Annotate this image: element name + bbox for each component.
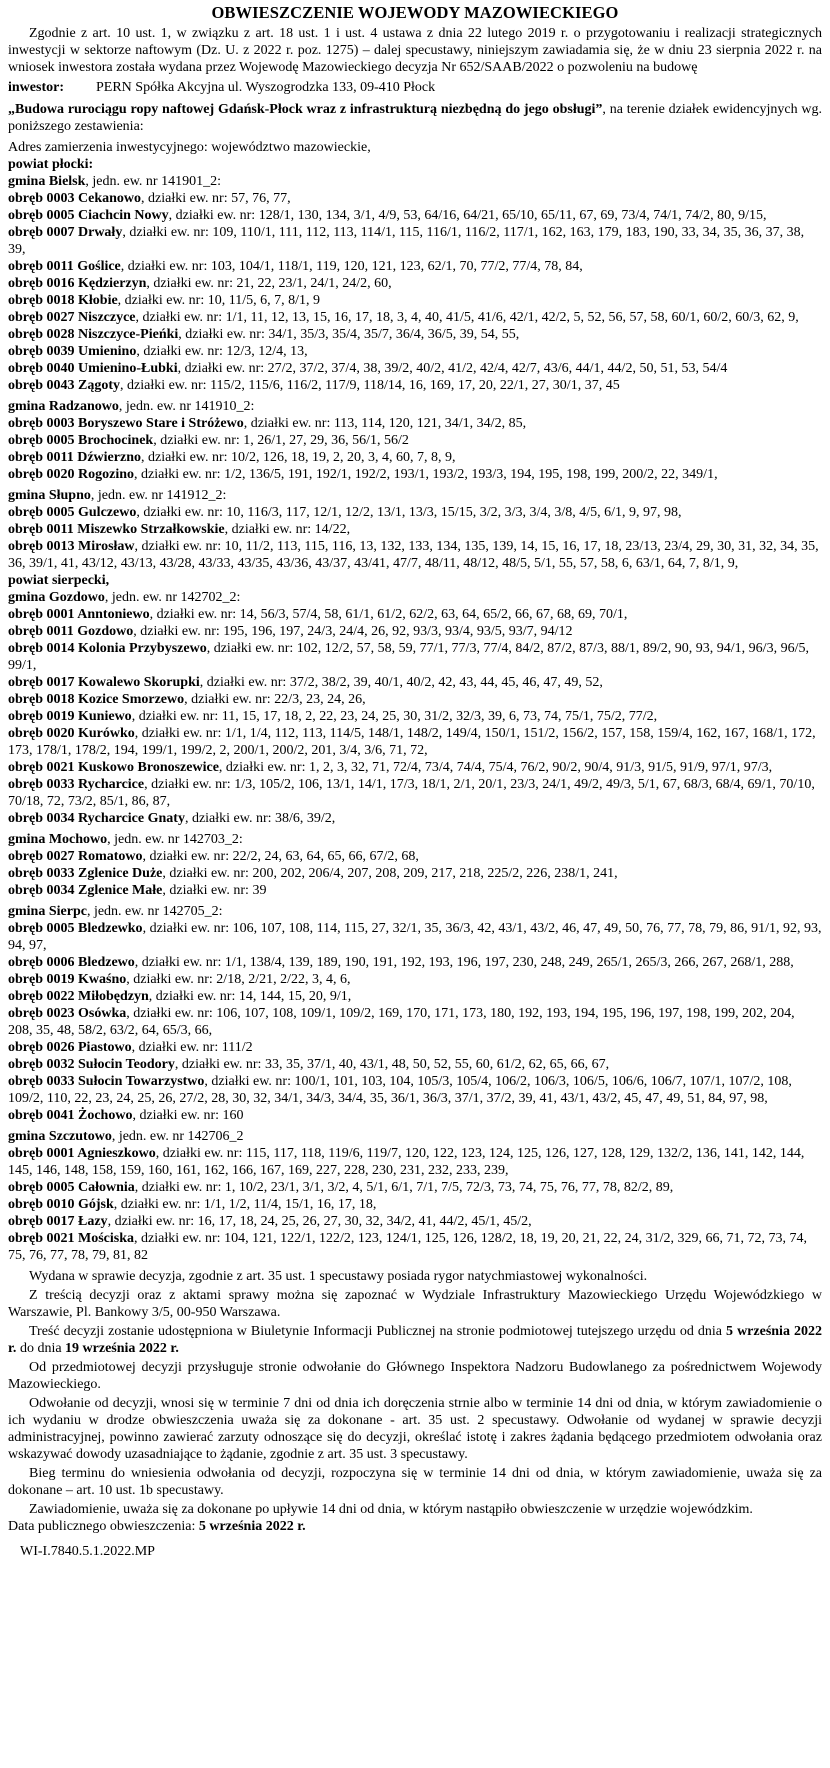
obreb-plots: , działki ew. nr: 195, 196, 197, 24/3, 24/4, 26, 92, 93/3, 93/4, 93/5, 93/7, 94/12 bbox=[133, 624, 573, 639]
closing-section bbox=[8, 1268, 822, 1535]
obreb-entry bbox=[8, 1179, 822, 1196]
obreb-entry bbox=[8, 224, 822, 258]
obreb-plots: , działki ew. nr: 115, 117, 118, 119/6, 119/7, 120, 122, 123, 124, 125, 126, 127, 128, 129, 132/2, 136, 141, 142, 144, 145, 146, 148, 158, 159, 160, 161, 162, 166, 167, 169, 227, 228, 230, 231, 232, 233, 239, bbox=[8, 1146, 805, 1178]
obreb-name: obręb 0001 Agnieszkowo bbox=[8, 1146, 156, 1161]
obreb-name: obręb 0005 Całownia bbox=[8, 1180, 135, 1195]
gmina-heading bbox=[8, 1128, 822, 1145]
gmina-heading bbox=[8, 398, 822, 415]
notice-title: OBWIESZCZENIE WOJEWODY MAZOWIECKIEGO bbox=[211, 3, 619, 22]
intro-paragraph: Zgodnie z art. 10 ust. 1, w związku z art. 18 ust. 1 i ust. 4 ustawa z dnia 22 lutego 2019 r. o przygotowaniu i realizacji strategicznych inwestycji w sektorze naftowym (Dz. U. z 2022 r. poz. 1275) – dalej specustawy, niniejszym zawiadamia się, że w dniu 23 sierpnia 2022 r. na wniosek inwestora została wydana przez Wojewodę Mazowieckiego decyzja Nr 652/SAAB/2022 o pozwoleniu na budowę bbox=[8, 26, 822, 75]
gmina-id: , jedn. ew. nr 141910_2: bbox=[118, 399, 255, 414]
obreb-name: obręb 0041 Żochowo bbox=[8, 1108, 133, 1123]
obreb-entry bbox=[8, 415, 822, 432]
obreb-entry bbox=[8, 275, 822, 292]
gmina-id: , jedn. ew. nr 141901_2: bbox=[85, 174, 221, 189]
obreb-name: obręb 0033 Rycharcice bbox=[8, 777, 145, 792]
obreb-name: obręb 0026 Piastowo bbox=[8, 1040, 132, 1055]
obreb-entry bbox=[8, 623, 822, 640]
reference-number: WI-I.7840.5.1.2022.MP bbox=[20, 1544, 155, 1559]
obreb-name: obręb 0011 Miszewko Strzałkowskie bbox=[8, 522, 225, 537]
gmina-id: , jedn. ew. nr 141912_2: bbox=[90, 488, 227, 503]
obreb-entry bbox=[8, 1107, 822, 1124]
obreb-name: obręb 0039 Umienino bbox=[8, 344, 137, 359]
obreb-name: obręb 0017 Kowalewo Skorupki bbox=[8, 675, 200, 690]
obreb-plots: , działki ew. nr: 103, 104/1, 118/1, 119, 120, 121, 123, 62/1, 70, 77/2, 77/4, 78, 84, bbox=[120, 259, 583, 274]
obreb-entry bbox=[8, 1196, 822, 1213]
gmina-name: gmina Mochowo bbox=[8, 832, 108, 847]
obreb-entry bbox=[8, 1145, 822, 1179]
obreb-entry bbox=[8, 190, 822, 207]
powiat-heading: powiat płocki: bbox=[8, 157, 94, 172]
gmina-heading bbox=[8, 831, 822, 848]
obreb-name: obręb 0023 Osówka bbox=[8, 1006, 127, 1021]
obreb-name: obręb 0005 Ciachcin Nowy bbox=[8, 208, 169, 223]
obreb-entry bbox=[8, 504, 822, 521]
obreb-entry bbox=[8, 865, 822, 882]
obreb-name: obręb 0011 Gozdowo bbox=[8, 624, 134, 639]
obreb-plots: , działki ew. nr: 1, 10/2, 23/1, 3/1, 3/2, 4, 5/1, 6/1, 7/1, 7/5, 72/3, 73, 74, 75, 76, 77, 78, 82/2, 89, bbox=[134, 1180, 674, 1195]
obreb-plots: , działki ew. nr: 111/2 bbox=[131, 1040, 253, 1055]
obreb-name: obręb 0014 Kolonia Przybyszewo bbox=[8, 641, 207, 656]
closing-p5: Odwołanie od decyzji, wnosi się w terminie 7 dni od dnia ich doręczenia strnie albo w terminie 14 dni od dnia, w którym zawiadomienie o ich wydaniu w drodze obwieszczenia uważa się za dokonane - art. 35 ust. 2 specustawy. Odwołanie od wydanej w sprawie decyzji administracyjnej, powinno zawierać zarzuty odnoszące się do decyzji, określać istotę i zakres żądania będącego przedmiotem odwołania oraz wskazywać dowody uzasadniające to żądanie, zgodnie z art. 35 ust. 3 specustawy. bbox=[8, 1396, 822, 1462]
obreb-entry bbox=[8, 1073, 822, 1107]
obreb-entry bbox=[8, 954, 822, 971]
project-name: „Budowa rurociągu ropy naftowej Gdańsk-Płock wraz z infrastrukturą niezbędną do jego obsługi” bbox=[8, 102, 603, 117]
obreb-entry bbox=[8, 882, 822, 899]
obreb-name: obręb 0022 Miłobędzyn bbox=[8, 989, 149, 1004]
project-rest: , na terenie działek ewidencyjnych wg. poniższego zestawienia: bbox=[8, 102, 822, 134]
obreb-name: obręb 0007 Drwały bbox=[8, 225, 123, 240]
obreb-plots: , działki ew. nr: 34/1, 35/3, 35/4, 35/7, 36/4, 36/5, 39, 54, 55, bbox=[178, 327, 520, 342]
obreb-plots: , działki ew. nr: 12/3, 12/4, 13, bbox=[136, 344, 308, 359]
closing-p7: Zawiadomienie, uważa się za dokonane po upływie 14 dni od dnia, w którym nastąpiło obwieszczenie w urzędzie wojewódzkim. bbox=[29, 1502, 753, 1517]
obreb-name: obręb 0006 Bledzewo bbox=[8, 955, 135, 970]
obreb-name: obręb 0027 Niszczyce bbox=[8, 310, 136, 325]
closing-p2: Z treścią decyzji oraz z aktami sprawy można się zapoznać w Wydziale Infrastruktury Mazowieckiego Urzędu Wojewódzkiego w Warszawie, Pl. Bankowy 3/5, 00-950 Warszawa. bbox=[8, 1288, 822, 1320]
obreb-name: obręb 0040 Umienino-Łubki bbox=[8, 361, 178, 376]
obreb-name: obręb 0019 Kwaśno bbox=[8, 972, 127, 987]
obreb-name: obręb 0005 Brochocinek bbox=[8, 433, 154, 448]
obreb-entry bbox=[8, 309, 822, 326]
gmina-name: gmina Słupno bbox=[8, 488, 91, 503]
obreb-name: obręb 0033 Zglenice Duże bbox=[8, 866, 163, 881]
obreb-entry bbox=[8, 377, 822, 394]
obreb-name: obręb 0020 Rogozino bbox=[8, 467, 134, 482]
gmina-id: , jedn. ew. nr 142702_2: bbox=[104, 590, 241, 605]
obreb-entry bbox=[8, 1056, 822, 1073]
obreb-plots: , działki ew. nr: 1/1, 1/2, 11/4, 15/1, 16, 17, 18, bbox=[113, 1197, 377, 1212]
obreb-name: obręb 0011 Dźwierzno bbox=[8, 450, 141, 465]
obreb-entry bbox=[8, 810, 822, 827]
obreb-plots: , działki ew. nr: 104, 121, 122/1, 122/2, 123, 124/1, 125, 126, 128/2, 18, 19, 20, 21, 22, 24, 31/2, 329, 66, 71, 72, 73, 74, 75, 76, 77, 78, 79, 81, 82 bbox=[8, 1231, 808, 1263]
obreb-name: obręb 0005 Gulczewo bbox=[8, 505, 137, 520]
obreb-plots: , działki ew. nr: 1/3, 105/2, 106, 13/1, 14/1, 17/3, 18/1, 2/1, 20/1, 23/3, 24/1, 49/2, 49/3, 5/1, 67, 68/3, 68/4, 69/1, 70/10, 70/18, 72, 73/2, 85/1, 86, 87, bbox=[8, 777, 815, 809]
publication-date-label: Data publicznego obwieszczenia: bbox=[8, 1519, 199, 1534]
obreb-plots: , działki ew. nr: 1/1, 138/4, 139, 189, 190, 191, 192, 193, 196, 197, 230, 248, 249, 265/1, 265/3, 266, 267, 268/1, 288, bbox=[134, 955, 794, 970]
obreb-plots: , działki ew. nr: 57, 76, 77, bbox=[141, 191, 291, 206]
obreb-plots: , działki ew. nr: 113, 114, 120, 121, 34/1, 34/2, 85, bbox=[243, 416, 527, 431]
obreb-plots: , działki ew. nr: 200, 202, 206/4, 207, 208, 209, 217, 218, 225/2, 226, 238/1, 241, bbox=[162, 866, 618, 881]
gmina-name: gmina Bielsk bbox=[8, 174, 86, 189]
obreb-entry bbox=[8, 708, 822, 725]
obreb-plots: , działki ew. nr: 106, 107, 108, 109/1, 109/2, 169, 170, 171, 173, 180, 192, 193, 194, 195, 196, 197, 198, 199, 202, 204, 208, 35, 48, 58/2, 63/2, 64, 65/3, 66, bbox=[8, 1006, 795, 1038]
obreb-plots: , działki ew. nr: 160 bbox=[132, 1108, 244, 1123]
obreb-entry bbox=[8, 640, 822, 674]
obreb-entry bbox=[8, 674, 822, 691]
obreb-plots: , działki ew. nr: 38/6, 39/2, bbox=[184, 811, 336, 826]
obreb-entry bbox=[8, 971, 822, 988]
obreb-name: obręb 0003 Boryszewo Stare i Stróżewo bbox=[8, 416, 244, 431]
obreb-entry bbox=[8, 1005, 822, 1039]
obreb-plots: , działki ew. nr: 1/2, 136/5, 191, 192/1, 192/2, 193/1, 193/2, 193/3, 194, 195, 198, 199, 200/2, 22, 349/1, bbox=[134, 467, 718, 482]
obreb-plots: , działki ew. nr: 10, 116/3, 117, 12/1, 12/2, 13/1, 13/3, 15/15, 3/2, 3/3, 3/4, 3/8, 4/5, 6/1, 9, 97, 98, bbox=[136, 505, 682, 520]
obreb-name: obręb 0033 Sułocin Towarzystwo bbox=[8, 1074, 205, 1089]
obreb-plots: , działki ew. nr: 2/18, 2/21, 2/22, 3, 4, 6, bbox=[126, 972, 351, 987]
obreb-name: obręb 0003 Cekanowo bbox=[8, 191, 142, 206]
obreb-plots: , działki ew. nr: 10, 11/2, 113, 115, 116, 13, 132, 133, 134, 135, 139, 14, 15, 16, 17, 18, 23/13, 23/4, 29, 30, 31, 32, 34, 35, 36, 39/1, 41, 43/12, 43/13, 43/28, 43/33, 43/35, 43/36, 43/37, 43/41, 47/7, 48/11, 48/12, 48/5, 5/1, 55, 57, 58, 6, 63/1, 64, 7, 8/1, 9, bbox=[8, 539, 819, 571]
investor-label: inwestor: bbox=[8, 80, 64, 95]
obreb-entry bbox=[8, 920, 822, 954]
obreb-plots: , działki ew. nr: 27/2, 37/2, 37/4, 38, 39/2, 40/2, 41/2, 42/4, 42/7, 43/6, 44/1, 44/2, 50, 51, 53, 54/4 bbox=[177, 361, 728, 376]
obreb-name: obręb 0032 Sułocin Teodory bbox=[8, 1057, 175, 1072]
obreb-name: obręb 0005 Bledzewko bbox=[8, 921, 143, 936]
obreb-entry bbox=[8, 988, 822, 1005]
closing-p3-text: Treść decyzji zostanie udostępniona w Biuletynie Informacji Publicznej na stronie podmiotowej tutejszego urzędu od dnia bbox=[29, 1324, 727, 1339]
obreb-name: obręb 0013 Mirosław bbox=[8, 539, 135, 554]
gmina-heading bbox=[8, 589, 822, 606]
obreb-entry bbox=[8, 725, 822, 759]
obreb-entry bbox=[8, 449, 822, 466]
investor-line bbox=[8, 79, 822, 96]
closing-p3-date-from: 5 września 2022 r. bbox=[8, 1324, 822, 1356]
obreb-plots: , działki ew. nr: 1/1, 1/4, 112, 113, 114/5, 148/1, 148/2, 149/4, 150/1, 151/2, 156/2, 157, 158, 159/4, 162, 167, 168/1, 172, 173, 178/1, 178/2, 194, 199/1, 199/2, 2, 200/1, 200/2, 201, 3/4, 3/6, 71, 72, bbox=[8, 726, 816, 758]
obreb-plots: , działki ew. nr: 11, 15, 17, 18, 2, 22, 23, 24, 25, 30, 31/2, 32/3, 39, 6, 73, 74, 75/1, 75/2, 77/2, bbox=[131, 709, 658, 724]
obreb-name: obręb 0034 Zglenice Małe bbox=[8, 883, 163, 898]
plot-list bbox=[8, 156, 822, 1264]
obreb-entry bbox=[8, 258, 822, 275]
obreb-entry bbox=[8, 292, 822, 309]
gmina-heading bbox=[8, 173, 822, 190]
obreb-entry bbox=[8, 360, 822, 377]
investor-value: PERN Spółka Akcyjna ul. Wyszogrodzka 133, 09-410 Płock bbox=[96, 80, 436, 95]
publication-date: 5 września 2022 r. bbox=[198, 1519, 306, 1534]
obreb-plots: , działki ew. nr: 106, 107, 108, 114, 115, 27, 32/1, 35, 36/3, 42, 43/1, 43/2, 46, 47, 49, 50, 76, 77, 78, 79, 86, 91/1, 92, 93, 94, 97, bbox=[8, 921, 822, 953]
obreb-name: obręb 0020 Kurówko bbox=[8, 726, 135, 741]
obreb-name: obręb 0021 Kuskowo Bronoszewice bbox=[8, 760, 219, 775]
obreb-plots: , działki ew. nr: 39 bbox=[162, 883, 267, 898]
obreb-name: obręb 0027 Romatowo bbox=[8, 849, 143, 864]
closing-p4: Od przedmiotowej decyzji przysługuje stronie odwołanie do Głównego Inspektora Nadzoru Budowlanego za pośrednictwem Wojewody Mazowieckiego. bbox=[8, 1360, 822, 1392]
obreb-plots: , działki ew. nr: 102, 12/2, 57, 58, 59, 77/1, 77/3, 77/4, 84/2, 87/2, 87/3, 88/1, 89/2, 90, 93, 94/1, 96/3, 96/5, 99/1, bbox=[8, 641, 809, 673]
closing-p3-date-to: 19 września 2022 r. bbox=[65, 1341, 179, 1356]
gmina-name: gmina Radzanowo bbox=[8, 399, 119, 414]
obreb-plots: , działki ew. nr: 115/2, 115/6, 116/2, 117/9, 118/14, 16, 169, 17, 20, 22/1, 27, 30/1, 37, 45 bbox=[120, 378, 620, 393]
obreb-plots: , działki ew. nr: 14, 144, 15, 20, 9/1, bbox=[148, 989, 352, 1004]
obreb-name: obręb 0016 Kędzierzyn bbox=[8, 276, 147, 291]
gmina-heading bbox=[8, 903, 822, 920]
gmina-id: , jedn. ew. nr 142705_2: bbox=[86, 904, 223, 919]
powiat-heading: powiat sierpecki, bbox=[8, 573, 110, 588]
obreb-name: obręb 0011 Goślice bbox=[8, 259, 121, 274]
closing-p6: Bieg terminu do wniesienia odwołania od decyzji, rozpoczyna się w terminie 14 dni od dnia, w którym zawiadomienie, uważa się za dokonane – art. 10 ust. 1b specustawy. bbox=[8, 1466, 822, 1498]
project-line bbox=[8, 101, 822, 135]
obreb-name: obręb 0043 Zągoty bbox=[8, 378, 120, 393]
obreb-plots: , działki ew. nr: 109, 110/1, 111, 112, 113, 114/1, 115, 116/1, 116/2, 117/1, 162, 163, 179, 183, 190, 33, 34, 35, 36, 37, 38, 39, bbox=[8, 225, 805, 257]
obreb-plots: , działki ew. nr: 33, 35, 37/1, 40, 43/1, 48, 50, 52, 55, 60, 61/2, 62, 65, 66, 67, bbox=[174, 1057, 610, 1072]
address-line: Adres zamierzenia inwestycyjnego: województwo mazowieckie, bbox=[8, 140, 371, 155]
obreb-plots: , działki ew. nr: 128/1, 130, 134, 3/1, 4/9, 53, 64/16, 64/21, 65/10, 65/11, 67, 69, 73/4, 74/1, 74/2, 80, 9/15, bbox=[168, 208, 767, 223]
obreb-name: obręb 0001 Anntoniewo bbox=[8, 607, 150, 622]
gmina-heading bbox=[8, 487, 822, 504]
gmina-id: , jedn. ew. nr 142703_2: bbox=[107, 832, 243, 847]
obreb-plots: , działki ew. nr: 22/3, 23, 24, 26, bbox=[184, 692, 366, 707]
obreb-plots: , działki ew. nr: 37/2, 38/2, 39, 40/1, 40/2, 42, 43, 44, 45, 46, 47, 49, 52, bbox=[199, 675, 603, 690]
obreb-entry bbox=[8, 432, 822, 449]
obreb-entry bbox=[8, 538, 822, 572]
obreb-plots: , działki ew. nr: 16, 17, 18, 24, 25, 26, 27, 30, 32, 34/2, 41, 44/2, 45/1, 45/2, bbox=[107, 1214, 532, 1229]
obreb-name: obręb 0019 Kuniewo bbox=[8, 709, 132, 724]
obreb-plots: , działki ew. nr: 14, 56/3, 57/4, 58, 61/1, 61/2, 62/2, 63, 64, 65/2, 66, 67, 68, 69, 70/1, bbox=[149, 607, 628, 622]
obreb-plots: , działki ew. nr: 1/1, 11, 12, 13, 15, 16, 17, 18, 3, 4, 40, 41/5, 41/6, 42/1, 42/2, 5, 52, 56, 57, 58, 60/1, 60/2, 60/3, 62, 9, bbox=[135, 310, 799, 325]
gmina-name: gmina Gozdowo bbox=[8, 590, 105, 605]
obreb-entry bbox=[8, 1039, 822, 1056]
obreb-entry bbox=[8, 776, 822, 810]
obreb-name: obręb 0018 Kłobie bbox=[8, 293, 118, 308]
obreb-entry bbox=[8, 466, 822, 483]
obreb-entry bbox=[8, 343, 822, 360]
obreb-name: obręb 0010 Gójsk bbox=[8, 1197, 114, 1212]
gmina-name: gmina Szczutowo bbox=[8, 1129, 112, 1144]
gmina-name: gmina Sierpc bbox=[8, 904, 87, 919]
obreb-plots: , działki ew. nr: 22/2, 24, 63, 64, 65, 66, 67/2, 68, bbox=[142, 849, 419, 864]
obreb-name: obręb 0018 Kozice Smorzewo bbox=[8, 692, 185, 707]
publication-date-line bbox=[8, 1518, 822, 1535]
obreb-entry bbox=[8, 606, 822, 623]
obreb-entry bbox=[8, 1213, 822, 1230]
obreb-name: obręb 0034 Rycharcice Gnaty bbox=[8, 811, 185, 826]
obreb-entry bbox=[8, 207, 822, 224]
obreb-entry bbox=[8, 1230, 822, 1264]
obreb-plots: , działki ew. nr: 100/1, 101, 103, 104, 105/3, 105/4, 106/2, 106/3, 106/5, 106/6, 106/7, 107/1, 107/2, 108, 109/2, 110, 22, 23, 24, 25, 26, 27/2, 28, 30, 32, 34/1, 34/3, 34/4, 35, 36/1, 36/3, 37/1, 37/2, 39, 41, 43/1, 43/2, 45, 47, 49, 51, 84, 97, 98, bbox=[8, 1074, 792, 1106]
obreb-name: obręb 0028 Niszczyce-Pieńki bbox=[8, 327, 179, 342]
closing-p1: Wydana w sprawie decyzja, zgodnie z art. 35 ust. 1 specustawy posiada rygor natychmiastowej wykonalności. bbox=[29, 1269, 648, 1284]
obreb-name: obręb 0021 Mościska bbox=[8, 1231, 134, 1246]
obreb-plots: , działki ew. nr: 1, 2, 3, 32, 71, 72/4, 73/4, 74/4, 75/4, 76/2, 90/2, 90/4, 91/3, 91/5, 91/9, 97/1, 97/3, bbox=[218, 760, 773, 775]
obreb-plots: , działki ew. nr: 1, 26/1, 27, 29, 36, 56/1, 56/2 bbox=[153, 433, 409, 448]
obreb-plots: , działki ew. nr: 10, 11/5, 6, 7, 8/1, 9 bbox=[117, 293, 320, 308]
obreb-entry bbox=[8, 848, 822, 865]
obreb-entry bbox=[8, 521, 822, 538]
obreb-plots: , działki ew. nr: 10/2, 126, 18, 19, 2, 20, 3, 4, 60, 7, 8, 9, bbox=[140, 450, 456, 465]
obreb-entry bbox=[8, 759, 822, 776]
obreb-plots: , działki ew. nr: 21, 22, 23/1, 24/1, 24/2, 60, bbox=[146, 276, 392, 291]
gmina-id: , jedn. ew. nr 142706_2 bbox=[111, 1129, 244, 1144]
obreb-plots: , działki ew. nr: 14/22, bbox=[224, 522, 351, 537]
closing-p3-mid: do dnia bbox=[16, 1341, 66, 1356]
obreb-entry bbox=[8, 326, 822, 343]
obreb-entry bbox=[8, 691, 822, 708]
closing-p3 bbox=[8, 1323, 822, 1357]
obreb-name: obręb 0017 Łazy bbox=[8, 1214, 108, 1229]
